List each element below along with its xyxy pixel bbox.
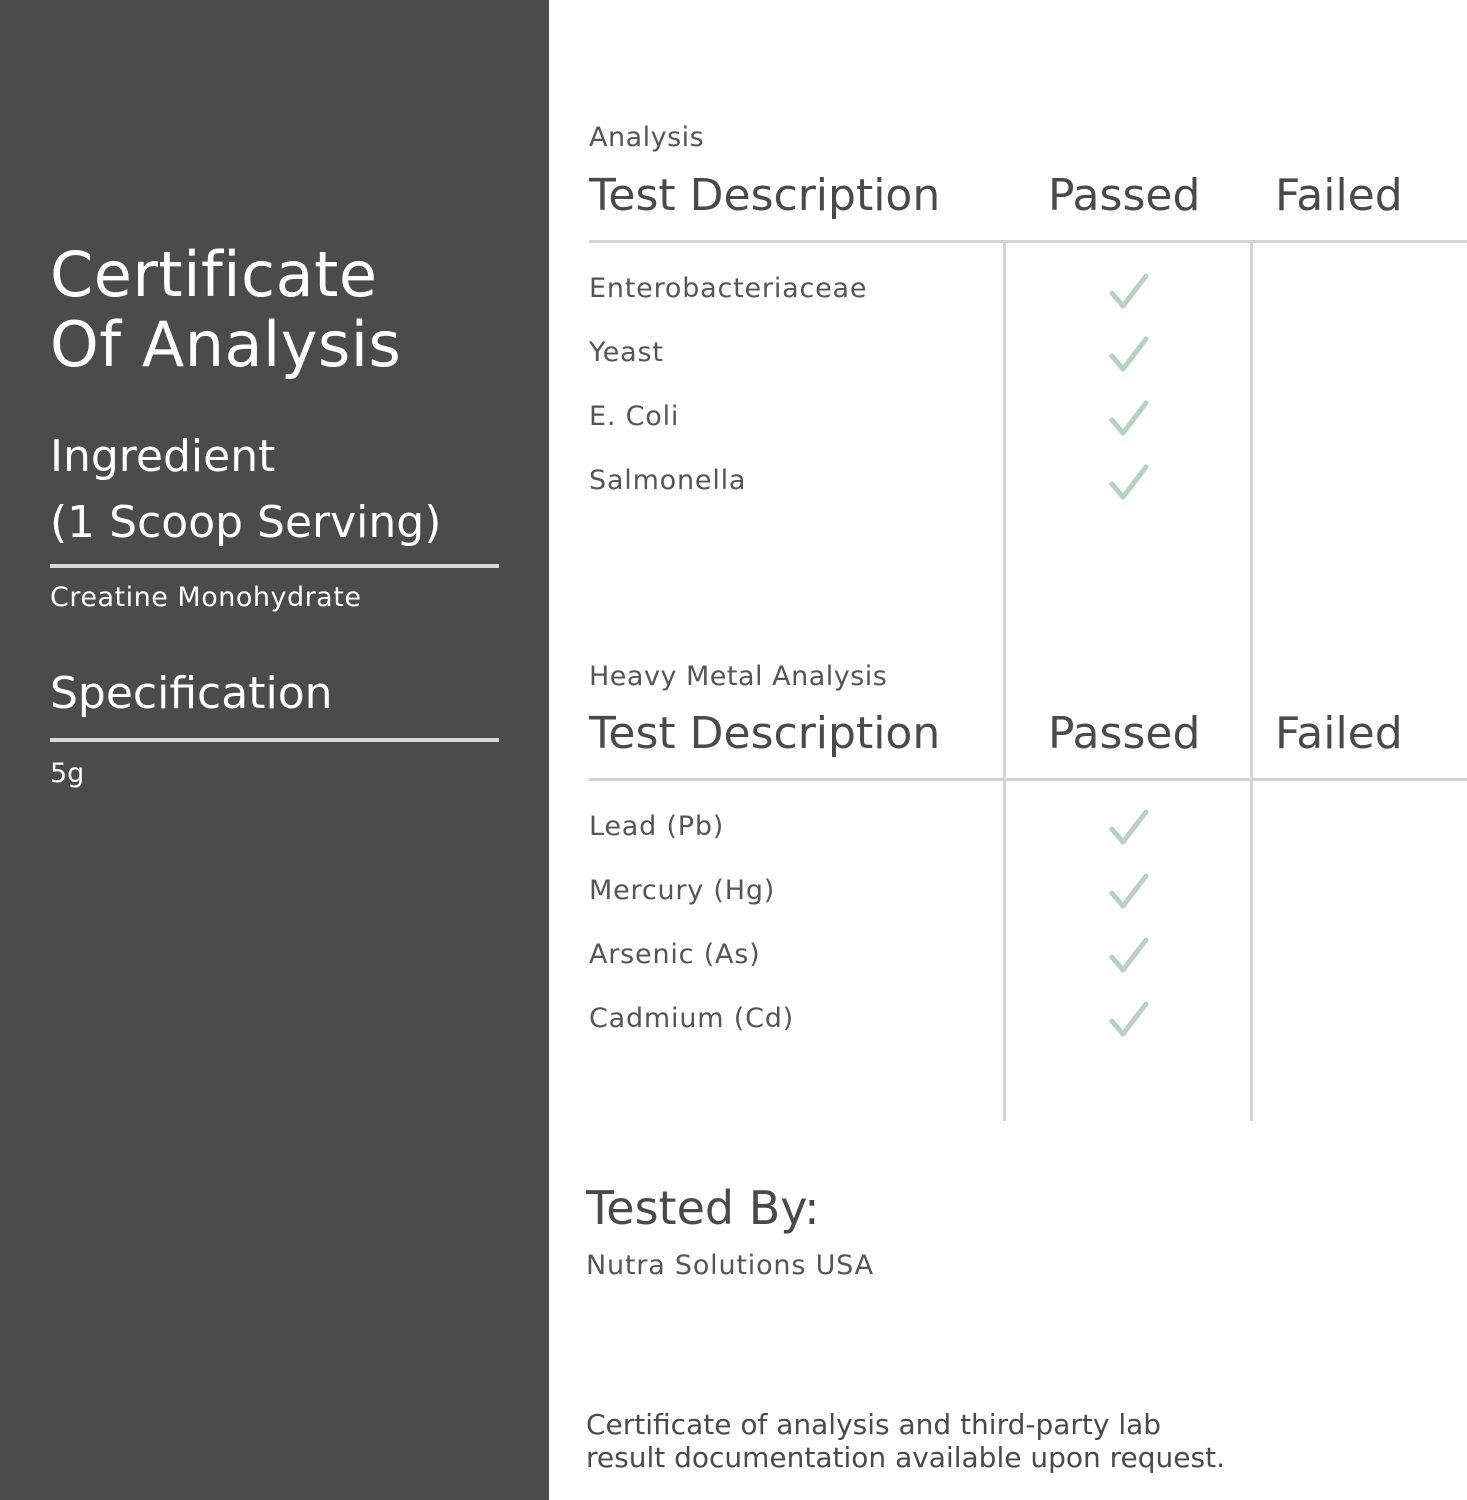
heavy-metal-header-divider-2 xyxy=(1250,643,1253,778)
right-panel xyxy=(549,0,1467,1500)
heavy-metal-col-divider-1 xyxy=(1003,781,1006,1121)
footnote-line2: result documentation available upon request. xyxy=(586,1441,1225,1474)
analysis-col-passed: Passed xyxy=(1048,170,1201,221)
footnote xyxy=(586,1408,1346,1474)
heavy-metal-row-test: Cadmium (Cd) xyxy=(589,1003,794,1034)
heavy-metal-row-test: Arsenic (As) xyxy=(589,939,761,970)
heavy-metal-section-label: Heavy Metal Analysis xyxy=(589,661,888,692)
heavy-metal-col-failed: Failed xyxy=(1275,708,1403,759)
checkmark-icon xyxy=(1109,1000,1149,1040)
certificate-title xyxy=(50,240,401,380)
ingredient-heading xyxy=(50,424,441,556)
checkmark-icon xyxy=(1109,399,1149,439)
specification-heading: Specification xyxy=(50,668,333,719)
analysis-col-description: Test Description xyxy=(589,170,941,221)
specification-divider xyxy=(50,738,499,742)
certificate-title-line2: Of Analysis xyxy=(50,308,402,381)
checkmark-icon xyxy=(1109,936,1149,976)
analysis-row-test: Enterobacteriaceae xyxy=(589,273,868,304)
analysis-header-rule xyxy=(589,240,1467,243)
heavy-metal-header-rule xyxy=(589,778,1467,781)
tested-by-value: Nutra Solutions USA xyxy=(586,1250,874,1281)
checkmark-icon xyxy=(1109,872,1149,912)
analysis-row-test: Salmonella xyxy=(589,465,747,496)
heavy-metal-col-passed: Passed xyxy=(1048,708,1201,759)
ingredient-value: Creatine Monohydrate xyxy=(50,582,362,613)
ingredient-divider xyxy=(50,564,499,568)
tested-by-heading: Tested By: xyxy=(586,1181,820,1235)
ingredient-heading-line1: Ingredient xyxy=(50,431,276,482)
heavy-metal-header-divider-1 xyxy=(1003,643,1006,778)
left-panel xyxy=(0,0,549,1500)
specification-value: 5g xyxy=(50,758,85,789)
heavy-metal-row-test: Mercury (Hg) xyxy=(589,875,776,906)
analysis-row-test: E. Coli xyxy=(589,401,680,432)
heavy-metal-row-test: Lead (Pb) xyxy=(589,811,725,842)
footnote-line1: Certificate of analysis and third-party lab xyxy=(586,1408,1162,1441)
ingredient-heading-line2: (1 Scoop Serving) xyxy=(50,497,442,548)
checkmark-icon xyxy=(1109,808,1149,848)
heavy-metal-col-divider-2 xyxy=(1250,781,1253,1121)
analysis-row-test: Yeast xyxy=(589,337,664,368)
certificate-title-line1: Certificate xyxy=(50,238,378,311)
analysis-col-divider-2 xyxy=(1250,243,1253,643)
analysis-col-failed: Failed xyxy=(1275,170,1403,221)
checkmark-icon xyxy=(1109,335,1149,375)
heavy-metal-col-description: Test Description xyxy=(589,708,941,759)
checkmark-icon xyxy=(1109,272,1149,312)
analysis-col-divider-1 xyxy=(1003,243,1006,643)
analysis-section-label: Analysis xyxy=(589,122,705,153)
checkmark-icon xyxy=(1109,463,1149,503)
